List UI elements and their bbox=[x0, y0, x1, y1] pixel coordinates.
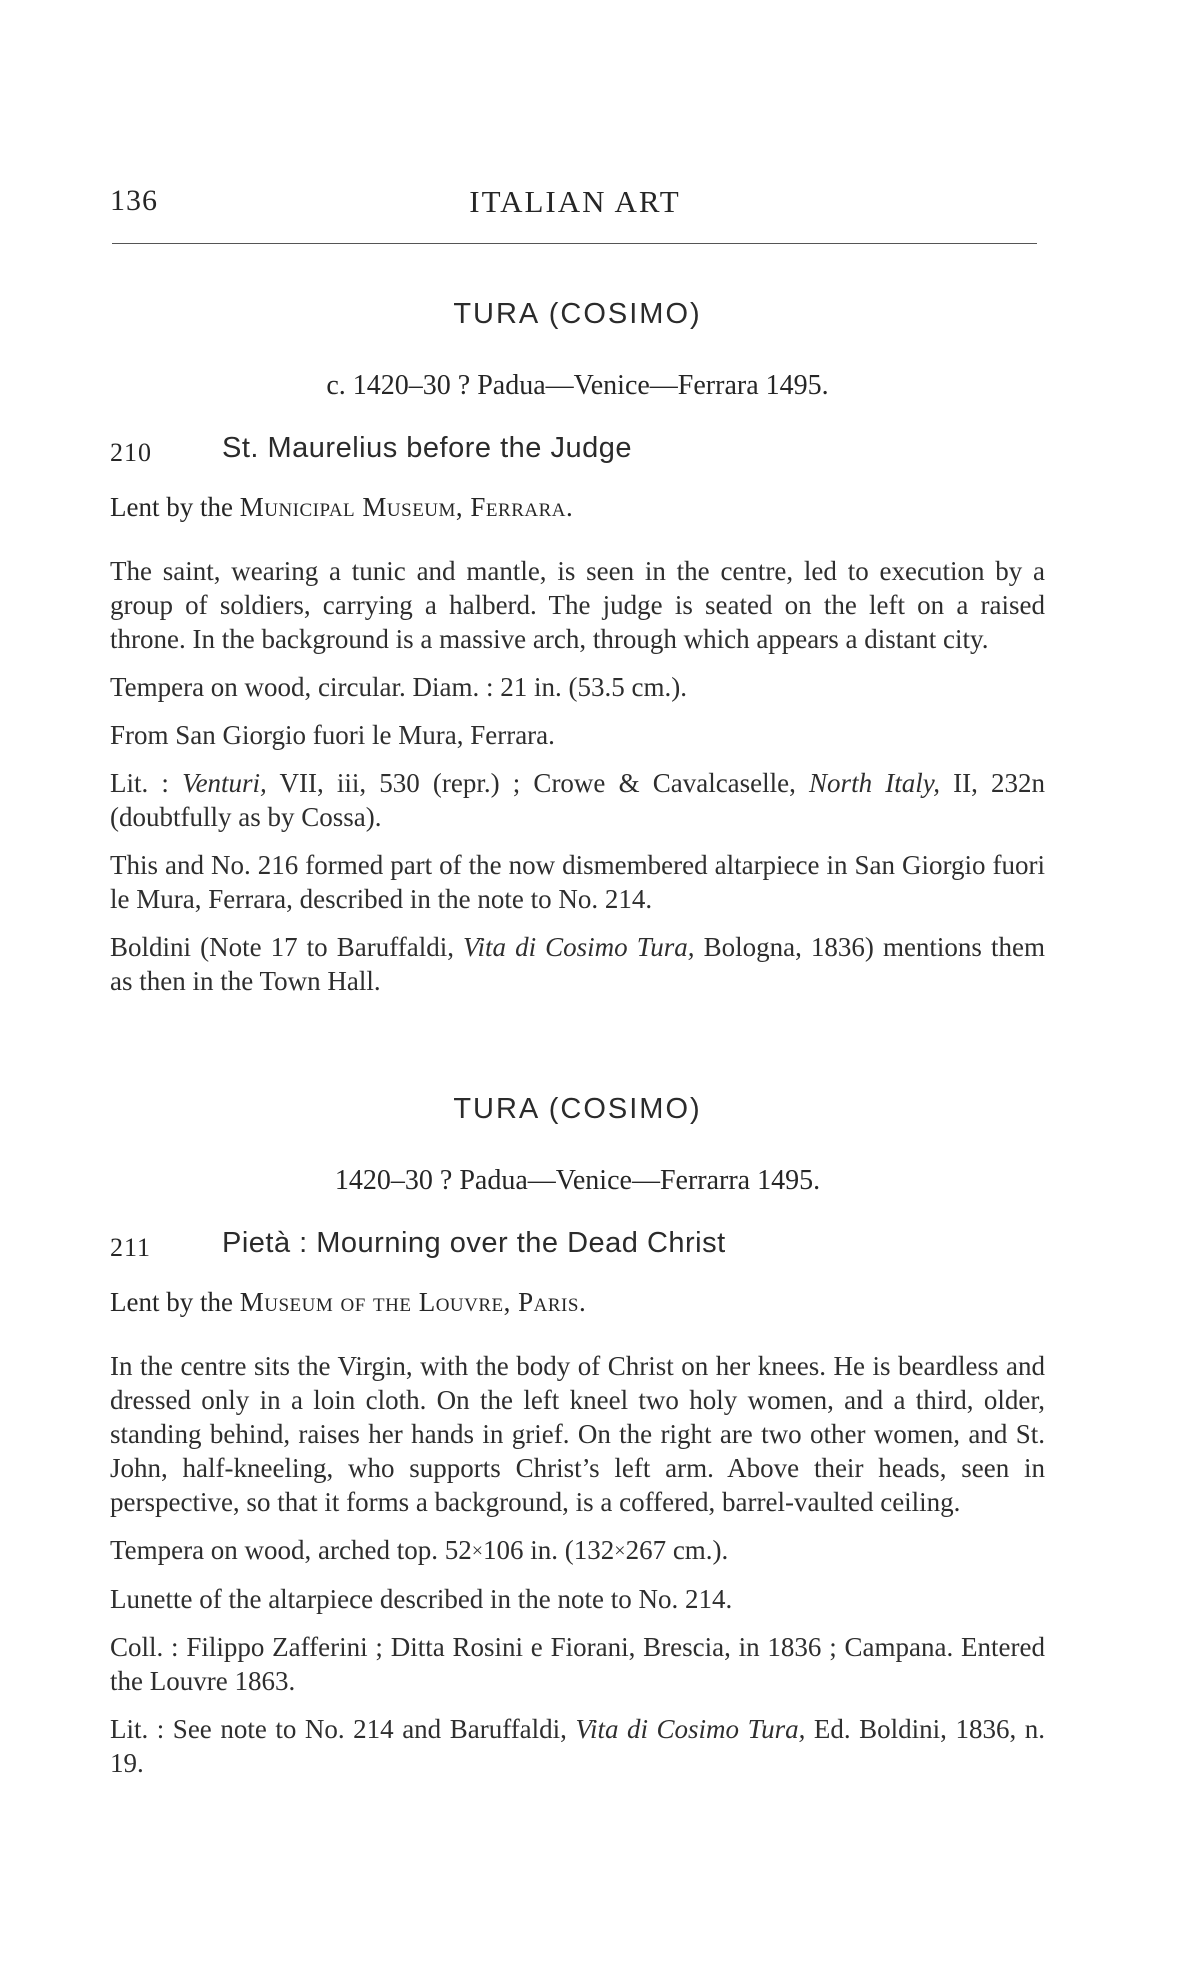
lit-work: Vita di Cosimo Tura, bbox=[575, 1714, 806, 1744]
work-title-line bbox=[110, 1227, 1045, 1267]
lit-ref-2: II, 232n (doubtfully as by Cossa). bbox=[110, 768, 1046, 832]
times-sign-2: × bbox=[614, 1540, 626, 1562]
description: The saint, wearing a tunic and mantle, is seen in the centre, led to execution by a group of soldiers, carrying a halberd. The judge is seated on the left on a raised throne. In the background is a massive arch, through which appears a distant city. bbox=[110, 556, 1045, 654]
work-title: St. Maurelius before the Judge bbox=[222, 432, 632, 464]
medium-text-2: 106 in. (132 bbox=[483, 1535, 615, 1565]
provenance: From San Giorgio fuori le Mura, Ferrara. bbox=[110, 720, 555, 750]
lender-line bbox=[110, 1287, 1045, 1327]
lit-text-2: Ed. Boldini, 1836, n. 19. bbox=[110, 1714, 1045, 1778]
lunette-note: Lunette of the altarpiece described in the note to No. 214. bbox=[110, 1584, 733, 1614]
catalogue-number: 210 bbox=[110, 438, 152, 467]
lit-label: Lit. : bbox=[110, 768, 183, 798]
lender-prefix: Lent by the bbox=[110, 492, 240, 522]
lender-prefix: Lent by the bbox=[110, 1287, 240, 1317]
note-text-2: Bologna, 1836) mentions them as then in the Town Hall. bbox=[110, 932, 1045, 996]
description: In the centre sits the Virgin, with the body of Christ on her knees. He is beardless and dressed only in a loin cloth. On the left kneel two holy women, and a third, older, standing behind, raises her hands in grief. On the right are two other women, and St. John, half-kneeling, who supports Christ’s left arm. Above their heads, seen in perspective, so that it forms a background, is a coffered, barrel-vaulted ceiling. bbox=[110, 1351, 1045, 1517]
catalogue-entry-210 bbox=[110, 298, 1045, 998]
collection: Coll. : Filippo Zafferini ; Ditta Rosini e Fiorani, Brescia, in 1836 ; Campana. Entered the Louvre 1863. bbox=[110, 1632, 1045, 1696]
catalogue-entry-211 bbox=[110, 1093, 1045, 1780]
work-title-line bbox=[110, 432, 1045, 472]
times-sign: × bbox=[471, 1540, 484, 1562]
lit-ref: VII, iii, 530 (repr.) ; Crowe & Cavalcaselle, bbox=[266, 768, 810, 798]
literature bbox=[110, 1712, 1045, 1780]
artist-dates: 1420–30 ? Padua—Venice—Ferrarra 1495. bbox=[334, 1165, 821, 1196]
catalogue-number: 211 bbox=[110, 1233, 152, 1262]
note: This and No. 216 formed part of the now dismembered altarpiece in San Giorgio fuori le Mura, Ferrara, described in the note to No. 214. bbox=[110, 850, 1045, 914]
lender-line bbox=[110, 492, 1045, 532]
running-title: ITALIAN ART bbox=[469, 184, 681, 219]
page-number: 136 bbox=[110, 184, 158, 217]
medium-text: Tempera on wood, arched top. 52 bbox=[110, 1535, 472, 1565]
lit-work: North Italy, bbox=[809, 768, 940, 798]
artist-dates: c. 1420–30 ? Padua—Venice—Ferrara 1495. bbox=[326, 370, 829, 401]
lit-text: Lit. : See note to No. 214 and Baruffaldi, bbox=[110, 1714, 576, 1744]
note-work: Vita di Cosimo Tura, bbox=[463, 932, 695, 962]
literature bbox=[110, 766, 1045, 834]
lit-author: Venturi, bbox=[182, 768, 267, 798]
artist-heading: TURA (COSIMO) bbox=[453, 298, 702, 330]
note-boldini bbox=[110, 930, 1045, 998]
work-title: Pietà : Mourning over the Dead Christ bbox=[222, 1227, 726, 1259]
lender-name: Municipal Museum, Ferrara. bbox=[239, 492, 574, 522]
medium bbox=[110, 1533, 1045, 1568]
artist-heading: TURA (COSIMO) bbox=[453, 1093, 702, 1125]
medium: Tempera on wood, circular. Diam. : 21 in. (53.5 cm.). bbox=[110, 672, 687, 702]
header-rule bbox=[112, 243, 1037, 244]
note-text: Boldini (Note 17 to Baruffaldi, bbox=[110, 932, 464, 962]
lender-name: Museum of the Louvre, Paris. bbox=[239, 1287, 587, 1317]
medium-text-3: 267 cm.). bbox=[625, 1535, 729, 1565]
running-head bbox=[110, 184, 1040, 224]
